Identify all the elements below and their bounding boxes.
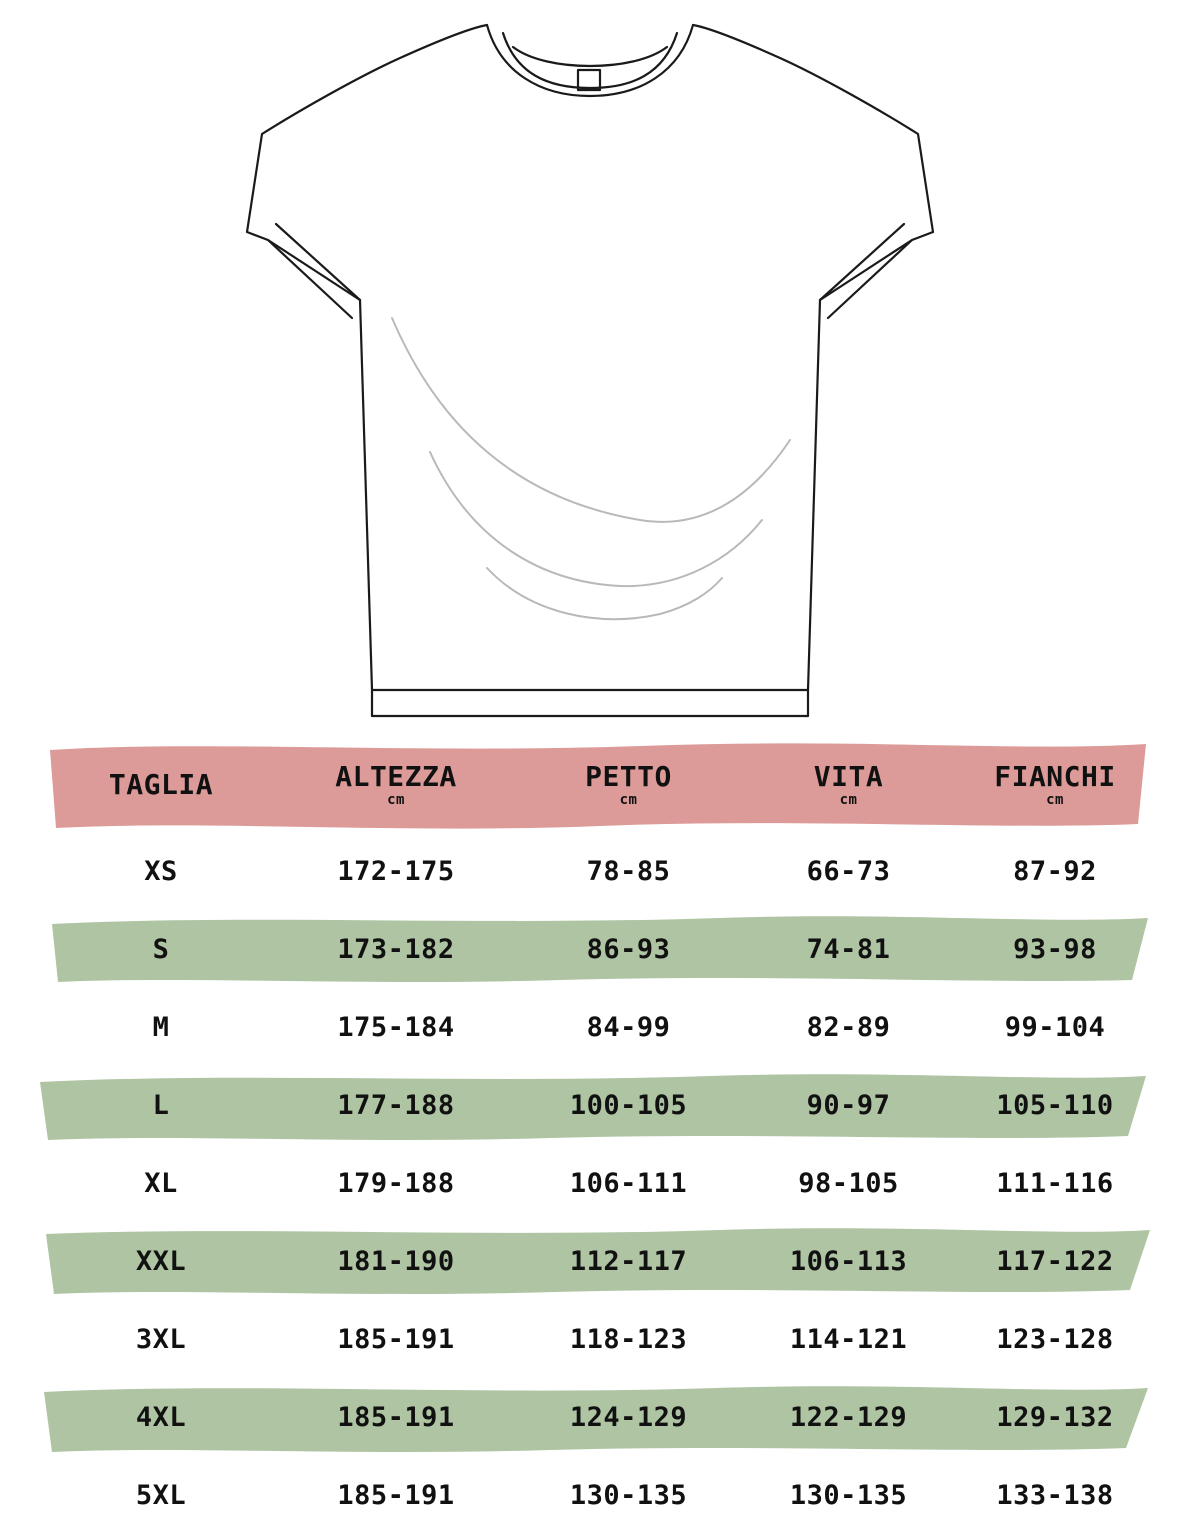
table-row (0, 1144, 1200, 1222)
tshirt-icon (0, 0, 1200, 740)
cell-petto: 100-105 (569, 1089, 688, 1121)
cell-petto: 130-135 (569, 1479, 688, 1511)
cell-fianchi: 99-104 (1004, 1011, 1106, 1043)
cell-fianchi: 105-110 (996, 1089, 1114, 1121)
cell-altezza: 181-190 (337, 1245, 455, 1277)
cell-vita: 74-81 (806, 933, 891, 965)
cell-vita: 130-135 (789, 1479, 908, 1511)
size-chart-table (0, 738, 1200, 1534)
cell-petto: 84-99 (586, 1011, 671, 1043)
cell-altezza: 185-191 (337, 1401, 455, 1433)
header-unit-altezza: cm (387, 792, 405, 809)
header-label-fianchi: FIANCHI (994, 759, 1116, 793)
cell-taglia: XXL (135, 1245, 187, 1277)
header-cell-altezza (276, 759, 516, 809)
cell-fianchi: 87-92 (1013, 855, 1097, 887)
header-cell-vita (741, 759, 956, 809)
cell-fianchi: 123-128 (996, 1323, 1114, 1355)
table-row (0, 1066, 1200, 1144)
header-label-petto: PETTO (585, 759, 672, 793)
table-row (0, 1378, 1200, 1456)
cell-altezza: 177-188 (337, 1089, 455, 1121)
cell-taglia: 4XL (135, 1401, 187, 1433)
header-unit-vita: cm (839, 792, 858, 809)
cell-fianchi: 133-138 (996, 1479, 1114, 1511)
cell-vita: 90-97 (806, 1089, 891, 1121)
cell-altezza: 172-175 (337, 855, 455, 887)
cell-petto: 112-117 (569, 1245, 688, 1277)
header-cell-taglia (46, 768, 276, 802)
cell-petto: 86-93 (586, 933, 671, 965)
cell-vita: 82-89 (806, 1011, 891, 1043)
table-row (0, 1300, 1200, 1378)
cell-altezza: 185-191 (337, 1479, 455, 1511)
cell-petto: 118-123 (569, 1323, 688, 1355)
cell-altezza: 185-191 (337, 1323, 455, 1355)
table-row (0, 1456, 1200, 1534)
cell-fianchi: 129-132 (996, 1401, 1114, 1433)
table-row (0, 988, 1200, 1066)
cell-petto: 106-111 (569, 1167, 688, 1199)
cell-petto: 124-129 (569, 1401, 688, 1433)
cell-vita: 114-121 (789, 1323, 908, 1355)
cell-petto: 78-85 (586, 855, 671, 887)
tshirt-illustration (0, 0, 1200, 740)
table-row (0, 910, 1200, 988)
cell-fianchi: 117-122 (996, 1245, 1114, 1277)
table-row (0, 832, 1200, 910)
cell-altezza: 179-188 (337, 1167, 455, 1199)
header-cell-petto (516, 759, 741, 809)
cell-taglia: XS (144, 855, 178, 887)
cell-taglia: L (152, 1089, 170, 1121)
cell-vita: 106-113 (789, 1245, 908, 1277)
header-unit-fianchi: cm (1046, 792, 1064, 809)
header-label-taglia: TAGLIA (108, 768, 214, 802)
header-label-altezza: ALTEZZA (335, 759, 457, 793)
cell-vita: 98-105 (798, 1167, 899, 1199)
cell-taglia: 3XL (135, 1323, 187, 1355)
header-label-vita: VITA (813, 759, 884, 793)
table-row (0, 1222, 1200, 1300)
cell-taglia: S (152, 933, 170, 965)
cell-taglia: 5XL (135, 1479, 187, 1511)
header-cell-fianchi (956, 759, 1154, 809)
cell-vita: 122-129 (789, 1401, 908, 1433)
cell-fianchi: 93-98 (1013, 933, 1097, 965)
cell-taglia: XL (144, 1167, 178, 1199)
cell-vita: 66-73 (806, 855, 891, 887)
cell-fianchi: 111-116 (996, 1167, 1114, 1199)
cell-altezza: 173-182 (337, 933, 455, 965)
table-header-row (0, 738, 1200, 832)
cell-taglia: M (152, 1011, 170, 1043)
header-unit-petto: cm (619, 792, 638, 809)
cell-altezza: 175-184 (337, 1011, 455, 1043)
